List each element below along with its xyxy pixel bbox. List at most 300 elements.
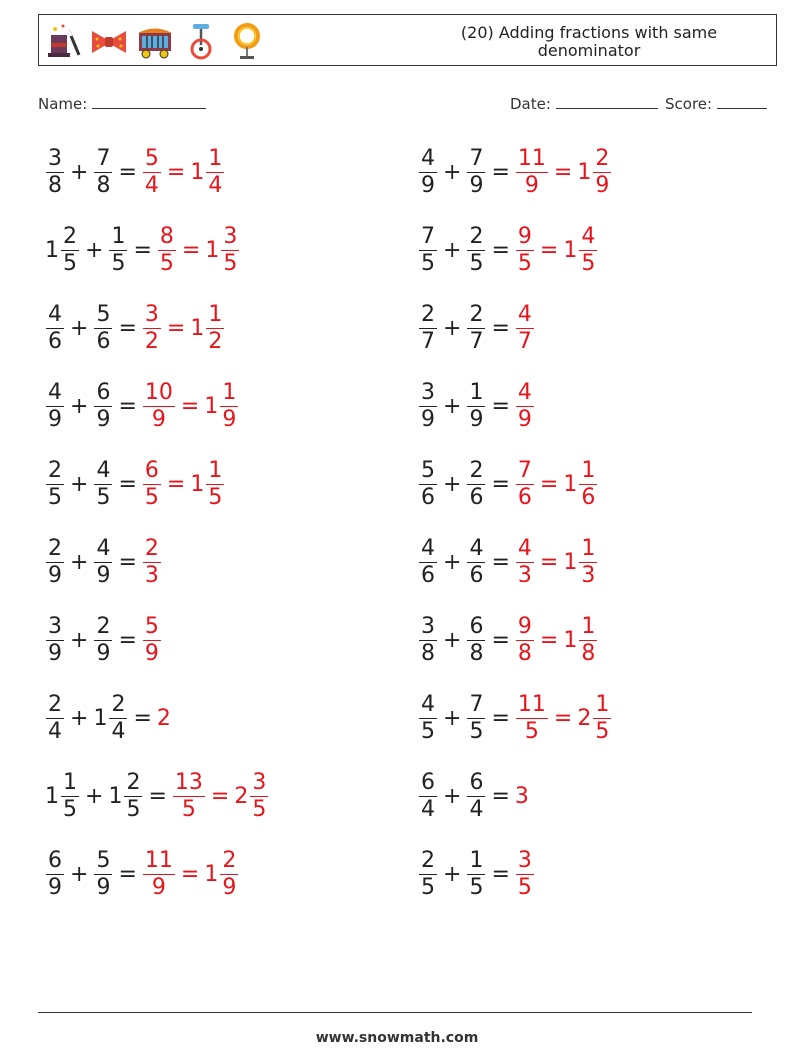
fraction xyxy=(517,536,533,589)
numerator: 2 xyxy=(421,847,435,873)
denominator: 9 xyxy=(151,874,166,900)
plus-sign: + xyxy=(443,315,462,341)
fraction xyxy=(517,146,547,199)
answer-mixed-number xyxy=(563,224,598,277)
date-label: Date: xyxy=(510,95,551,113)
answer-fraction xyxy=(142,146,162,199)
numerator: 1 xyxy=(581,535,596,561)
addend-1 xyxy=(418,458,438,511)
equals-sign: = xyxy=(118,471,137,497)
denominator: 5 xyxy=(223,250,238,276)
denominator: 9 xyxy=(48,406,62,432)
fraction xyxy=(95,458,111,511)
addend-2 xyxy=(466,692,486,745)
fraction xyxy=(144,536,160,589)
denominator: 4 xyxy=(208,172,223,198)
plus-sign: + xyxy=(70,393,89,419)
problem-row xyxy=(45,454,225,514)
fraction xyxy=(47,458,63,511)
fraction xyxy=(468,224,484,277)
whole-number: 1 xyxy=(563,471,578,497)
numerator: 2 xyxy=(48,457,62,483)
answer xyxy=(142,146,225,199)
problem-row xyxy=(45,142,225,202)
denominator: 5 xyxy=(111,250,126,276)
addend-2 xyxy=(466,224,486,277)
addend-2 xyxy=(93,692,128,745)
fraction xyxy=(110,224,126,277)
denominator: 5 xyxy=(126,796,141,822)
problem-row xyxy=(418,532,598,592)
numerator: 9 xyxy=(517,223,532,249)
numerator: 11 xyxy=(517,145,546,171)
answer-fraction xyxy=(515,380,535,433)
name-field xyxy=(38,94,206,113)
equals-sign: = xyxy=(118,315,137,341)
whole-number: 1 xyxy=(204,861,219,887)
equals-sign: = xyxy=(491,627,510,653)
denominator: 6 xyxy=(517,484,532,510)
denominator: 5 xyxy=(208,484,223,510)
plus-sign: + xyxy=(443,627,462,653)
denominator: 4 xyxy=(111,718,126,744)
fraction xyxy=(580,224,596,277)
answer-mixed-number xyxy=(190,302,225,355)
numerator: 7 xyxy=(517,457,532,483)
denominator: 2 xyxy=(208,328,223,354)
plus-sign: + xyxy=(443,393,462,419)
addend-2 xyxy=(466,380,486,433)
denominator: 6 xyxy=(96,328,111,354)
fraction xyxy=(95,614,111,667)
equals-sign: = xyxy=(118,549,137,575)
plus-sign: + xyxy=(443,159,462,185)
answer xyxy=(515,146,612,199)
equals-sign: = xyxy=(118,159,137,185)
numerator: 3 xyxy=(223,223,238,249)
answer xyxy=(515,536,598,589)
denominator: 5 xyxy=(517,250,532,276)
denominator: 2 xyxy=(144,328,159,354)
answer xyxy=(515,614,598,667)
worksheet-title xyxy=(429,24,749,60)
denominator: 9 xyxy=(151,406,166,432)
fraction xyxy=(47,692,63,745)
addend-2 xyxy=(466,146,486,199)
numerator: 5 xyxy=(96,301,111,327)
fraction xyxy=(420,770,436,823)
addend-1 xyxy=(418,770,438,823)
denominator: 5 xyxy=(48,484,62,510)
numerator: 4 xyxy=(421,691,435,717)
answer-fraction xyxy=(142,848,176,901)
answer-mixed-number xyxy=(563,458,598,511)
numerator: 1 xyxy=(208,301,223,327)
addend-1 xyxy=(45,770,80,823)
fraction xyxy=(420,146,436,199)
answer-fraction xyxy=(515,458,535,511)
answer-equals-sign: = xyxy=(553,705,573,731)
date-field xyxy=(510,94,658,113)
fraction xyxy=(47,536,63,589)
addend-1 xyxy=(418,380,438,433)
numerator: 3 xyxy=(421,379,435,405)
numerator: 2 xyxy=(48,535,62,561)
fraction xyxy=(62,770,78,823)
numerator: 5 xyxy=(144,613,159,639)
denominator: 8 xyxy=(517,640,532,666)
addend-2 xyxy=(108,224,128,277)
denominator: 5 xyxy=(421,250,435,276)
numerator: 1 xyxy=(469,847,484,873)
answer xyxy=(142,380,239,433)
numerator: 2 xyxy=(126,769,141,795)
numerator: 3 xyxy=(48,145,62,171)
numerator: 4 xyxy=(96,457,111,483)
answer-fraction xyxy=(515,848,535,901)
equals-sign: = xyxy=(491,783,510,809)
denominator: 5 xyxy=(469,718,484,744)
addend-2 xyxy=(93,380,113,433)
whole-number: 1 xyxy=(563,237,578,263)
answer-fraction xyxy=(157,224,177,277)
addend-2 xyxy=(466,458,486,511)
numerator: 1 xyxy=(581,613,596,639)
name-label: Name: xyxy=(38,95,88,113)
numerator: 10 xyxy=(144,379,173,405)
equals-sign: = xyxy=(118,627,137,653)
denominator: 9 xyxy=(524,172,539,198)
fraction xyxy=(468,692,484,745)
denominator: 6 xyxy=(469,484,484,510)
answer xyxy=(142,458,225,511)
problem-row xyxy=(45,610,162,670)
denominator: 6 xyxy=(581,484,596,510)
fraction xyxy=(144,146,160,199)
answer xyxy=(157,706,171,731)
fraction xyxy=(47,146,63,199)
answer-equals-sign: = xyxy=(539,627,559,653)
addend-1 xyxy=(418,302,438,355)
fraction xyxy=(222,224,238,277)
denominator: 5 xyxy=(469,874,484,900)
denominator: 5 xyxy=(524,718,539,744)
denominator: 6 xyxy=(469,562,484,588)
answer-mixed-number xyxy=(190,146,225,199)
unicycle-icon xyxy=(181,21,221,61)
fraction xyxy=(580,536,596,589)
numerator: 6 xyxy=(48,847,62,873)
answer-fraction xyxy=(142,380,176,433)
denominator: 9 xyxy=(595,172,610,198)
fraction xyxy=(110,692,126,745)
denominator: 7 xyxy=(421,328,435,354)
denominator: 9 xyxy=(222,406,237,432)
numerator: 4 xyxy=(469,535,484,561)
fraction xyxy=(207,458,223,511)
equals-sign: = xyxy=(491,315,510,341)
whole-number: 1 xyxy=(205,237,220,263)
problem-row xyxy=(45,532,162,592)
plus-sign: + xyxy=(70,627,89,653)
denominator: 9 xyxy=(421,172,435,198)
numerator: 1 xyxy=(208,145,223,171)
equals-sign: = xyxy=(118,393,137,419)
numerator: 7 xyxy=(469,145,484,171)
equals-sign: = xyxy=(133,705,152,731)
plus-sign: + xyxy=(443,783,462,809)
numerator: 2 xyxy=(48,691,62,717)
bow-tie-icon xyxy=(89,21,129,61)
fraction xyxy=(144,380,174,433)
numerator: 6 xyxy=(96,379,111,405)
equals-sign: = xyxy=(491,393,510,419)
addend-2 xyxy=(93,146,113,199)
magic-hat-icon xyxy=(43,21,83,61)
addend-2 xyxy=(466,302,486,355)
fraction xyxy=(594,146,610,199)
answer xyxy=(142,848,239,901)
equals-sign: = xyxy=(491,705,510,731)
fraction xyxy=(47,614,63,667)
fraction xyxy=(517,302,533,355)
fraction xyxy=(95,536,111,589)
answer xyxy=(515,224,598,277)
numerator: 2 xyxy=(421,301,435,327)
fraction xyxy=(580,458,596,511)
date-blank[interactable] xyxy=(556,94,658,109)
whole-number: 1 xyxy=(93,705,108,731)
fraction xyxy=(468,380,484,433)
fraction xyxy=(221,380,237,433)
whole-number: 1 xyxy=(190,159,205,185)
denominator: 5 xyxy=(421,718,435,744)
denominator: 6 xyxy=(48,328,62,354)
equals-sign: = xyxy=(491,159,510,185)
answer-mixed-number xyxy=(563,536,598,589)
whole-number: 1 xyxy=(45,783,59,809)
whole-number: 1 xyxy=(108,783,123,809)
denominator: 9 xyxy=(144,640,159,666)
denominator: 3 xyxy=(581,562,596,588)
fraction xyxy=(251,770,267,823)
denominator: 5 xyxy=(421,874,435,900)
addend-1 xyxy=(45,536,65,589)
numerator: 7 xyxy=(96,145,111,171)
fraction xyxy=(62,224,78,277)
denominator: 8 xyxy=(581,640,596,666)
plus-sign: + xyxy=(443,861,462,887)
plus-sign: + xyxy=(70,159,89,185)
denominator: 6 xyxy=(421,562,435,588)
denominator: 8 xyxy=(421,640,435,666)
equals-sign: = xyxy=(491,549,510,575)
problem-row xyxy=(45,844,239,904)
numerator: 1 xyxy=(63,769,77,795)
answer-equals-sign: = xyxy=(553,159,573,185)
addend-1 xyxy=(45,614,65,667)
numerator: 1 xyxy=(581,457,596,483)
denominator: 8 xyxy=(48,172,62,198)
addend-2 xyxy=(466,536,486,589)
addend-2 xyxy=(93,302,113,355)
plus-sign: + xyxy=(70,315,89,341)
denominator: 9 xyxy=(222,874,237,900)
fraction xyxy=(420,848,436,901)
problem-row xyxy=(418,454,598,514)
answer-mixed-number xyxy=(204,848,239,901)
whole-number: 1 xyxy=(190,315,205,341)
answer-fraction xyxy=(515,302,535,355)
fraction xyxy=(580,614,596,667)
addend-2 xyxy=(466,614,486,667)
answer-equals-sign: = xyxy=(539,549,559,575)
denominator: 5 xyxy=(181,796,196,822)
fraction xyxy=(159,224,175,277)
fraction xyxy=(468,848,484,901)
equals-sign: = xyxy=(491,237,510,263)
fraction xyxy=(517,380,533,433)
numerator: 13 xyxy=(174,769,203,795)
denominator: 7 xyxy=(517,328,532,354)
fraction xyxy=(95,146,111,199)
denominator: 3 xyxy=(517,562,532,588)
answer xyxy=(515,380,535,433)
answer xyxy=(157,224,240,277)
answer xyxy=(172,770,269,823)
numerator: 7 xyxy=(469,691,484,717)
addend-1 xyxy=(45,146,65,199)
numerator: 4 xyxy=(517,535,532,561)
addend-1 xyxy=(418,224,438,277)
plus-sign: + xyxy=(70,705,89,731)
denominator: 8 xyxy=(96,172,111,198)
denominator: 9 xyxy=(96,562,111,588)
numerator: 2 xyxy=(111,691,126,717)
answer-equals-sign: = xyxy=(166,471,186,497)
answer-mixed-number xyxy=(205,224,240,277)
addend-2 xyxy=(466,770,486,823)
answer xyxy=(515,784,529,809)
fraction xyxy=(174,770,204,823)
problem-row xyxy=(418,220,598,280)
name-blank[interactable] xyxy=(92,94,206,109)
problem-row xyxy=(418,610,598,670)
answer-fraction xyxy=(515,146,549,199)
fraction xyxy=(517,224,533,277)
denominator: 5 xyxy=(469,250,484,276)
denominator: 9 xyxy=(421,406,435,432)
fraction xyxy=(47,302,63,355)
fraction xyxy=(420,380,436,433)
problem-row xyxy=(418,298,535,358)
denominator: 5 xyxy=(517,874,532,900)
numerator: 11 xyxy=(144,847,173,873)
answer-mixed-number xyxy=(577,146,612,199)
answer xyxy=(515,848,535,901)
numerator: 1 xyxy=(222,379,237,405)
numerator: 3 xyxy=(144,301,159,327)
fraction xyxy=(125,770,141,823)
plus-sign: + xyxy=(443,705,462,731)
fraction xyxy=(95,302,111,355)
whole-number: 1 xyxy=(204,393,219,419)
denominator: 7 xyxy=(469,328,484,354)
answer-mixed-number xyxy=(204,380,239,433)
denominator: 9 xyxy=(96,640,111,666)
answer-fraction xyxy=(515,614,535,667)
score-blank[interactable] xyxy=(717,94,767,109)
fraction xyxy=(420,302,436,355)
addend-2 xyxy=(93,536,113,589)
numerator: 4 xyxy=(581,223,596,249)
denominator: 5 xyxy=(595,718,610,744)
numerator: 3 xyxy=(48,613,62,639)
addend-1 xyxy=(418,614,438,667)
addend-1 xyxy=(45,848,65,901)
fraction xyxy=(420,458,436,511)
fraction xyxy=(468,770,484,823)
title-line-2: denominator xyxy=(537,41,641,60)
numerator: 3 xyxy=(517,847,532,873)
answer xyxy=(142,302,225,355)
numerator: 2 xyxy=(469,457,484,483)
equals-sign: = xyxy=(133,237,152,263)
problem-row xyxy=(418,844,535,904)
problem-row xyxy=(418,376,535,436)
problem-row xyxy=(45,376,239,436)
answer-equals-sign: = xyxy=(180,393,200,419)
numerator: 6 xyxy=(469,769,484,795)
denominator: 4 xyxy=(469,796,484,822)
numerator: 4 xyxy=(421,535,435,561)
problem-row xyxy=(45,220,240,280)
whole-number: 1 xyxy=(577,159,592,185)
fraction xyxy=(144,848,174,901)
answer-whole: 2 xyxy=(156,705,171,731)
whole-number: 1 xyxy=(563,627,578,653)
numerator: 4 xyxy=(517,301,532,327)
addend-2 xyxy=(93,848,113,901)
answer-equals-sign: = xyxy=(539,471,559,497)
numerator: 5 xyxy=(144,145,159,171)
answer-fraction xyxy=(142,536,162,589)
numerator: 3 xyxy=(421,613,435,639)
plus-sign: + xyxy=(443,549,462,575)
answer-fraction xyxy=(142,614,162,667)
denominator: 9 xyxy=(96,874,111,900)
fraction xyxy=(95,848,111,901)
answer-equals-sign: = xyxy=(166,159,186,185)
numerator: 2 xyxy=(595,145,610,171)
denominator: 9 xyxy=(469,172,484,198)
denominator: 5 xyxy=(581,250,596,276)
problem-row xyxy=(418,688,612,748)
addend-1 xyxy=(45,380,65,433)
equals-sign: = xyxy=(491,471,510,497)
fraction xyxy=(144,458,160,511)
answer-equals-sign: = xyxy=(166,315,186,341)
addend-2 xyxy=(466,848,486,901)
addend-2 xyxy=(93,458,113,511)
numerator: 6 xyxy=(469,613,484,639)
problem-row xyxy=(45,688,171,748)
fraction xyxy=(221,848,237,901)
fraction xyxy=(468,536,484,589)
addend-1 xyxy=(45,302,65,355)
answer-fraction xyxy=(172,770,206,823)
plus-sign: + xyxy=(443,237,462,263)
